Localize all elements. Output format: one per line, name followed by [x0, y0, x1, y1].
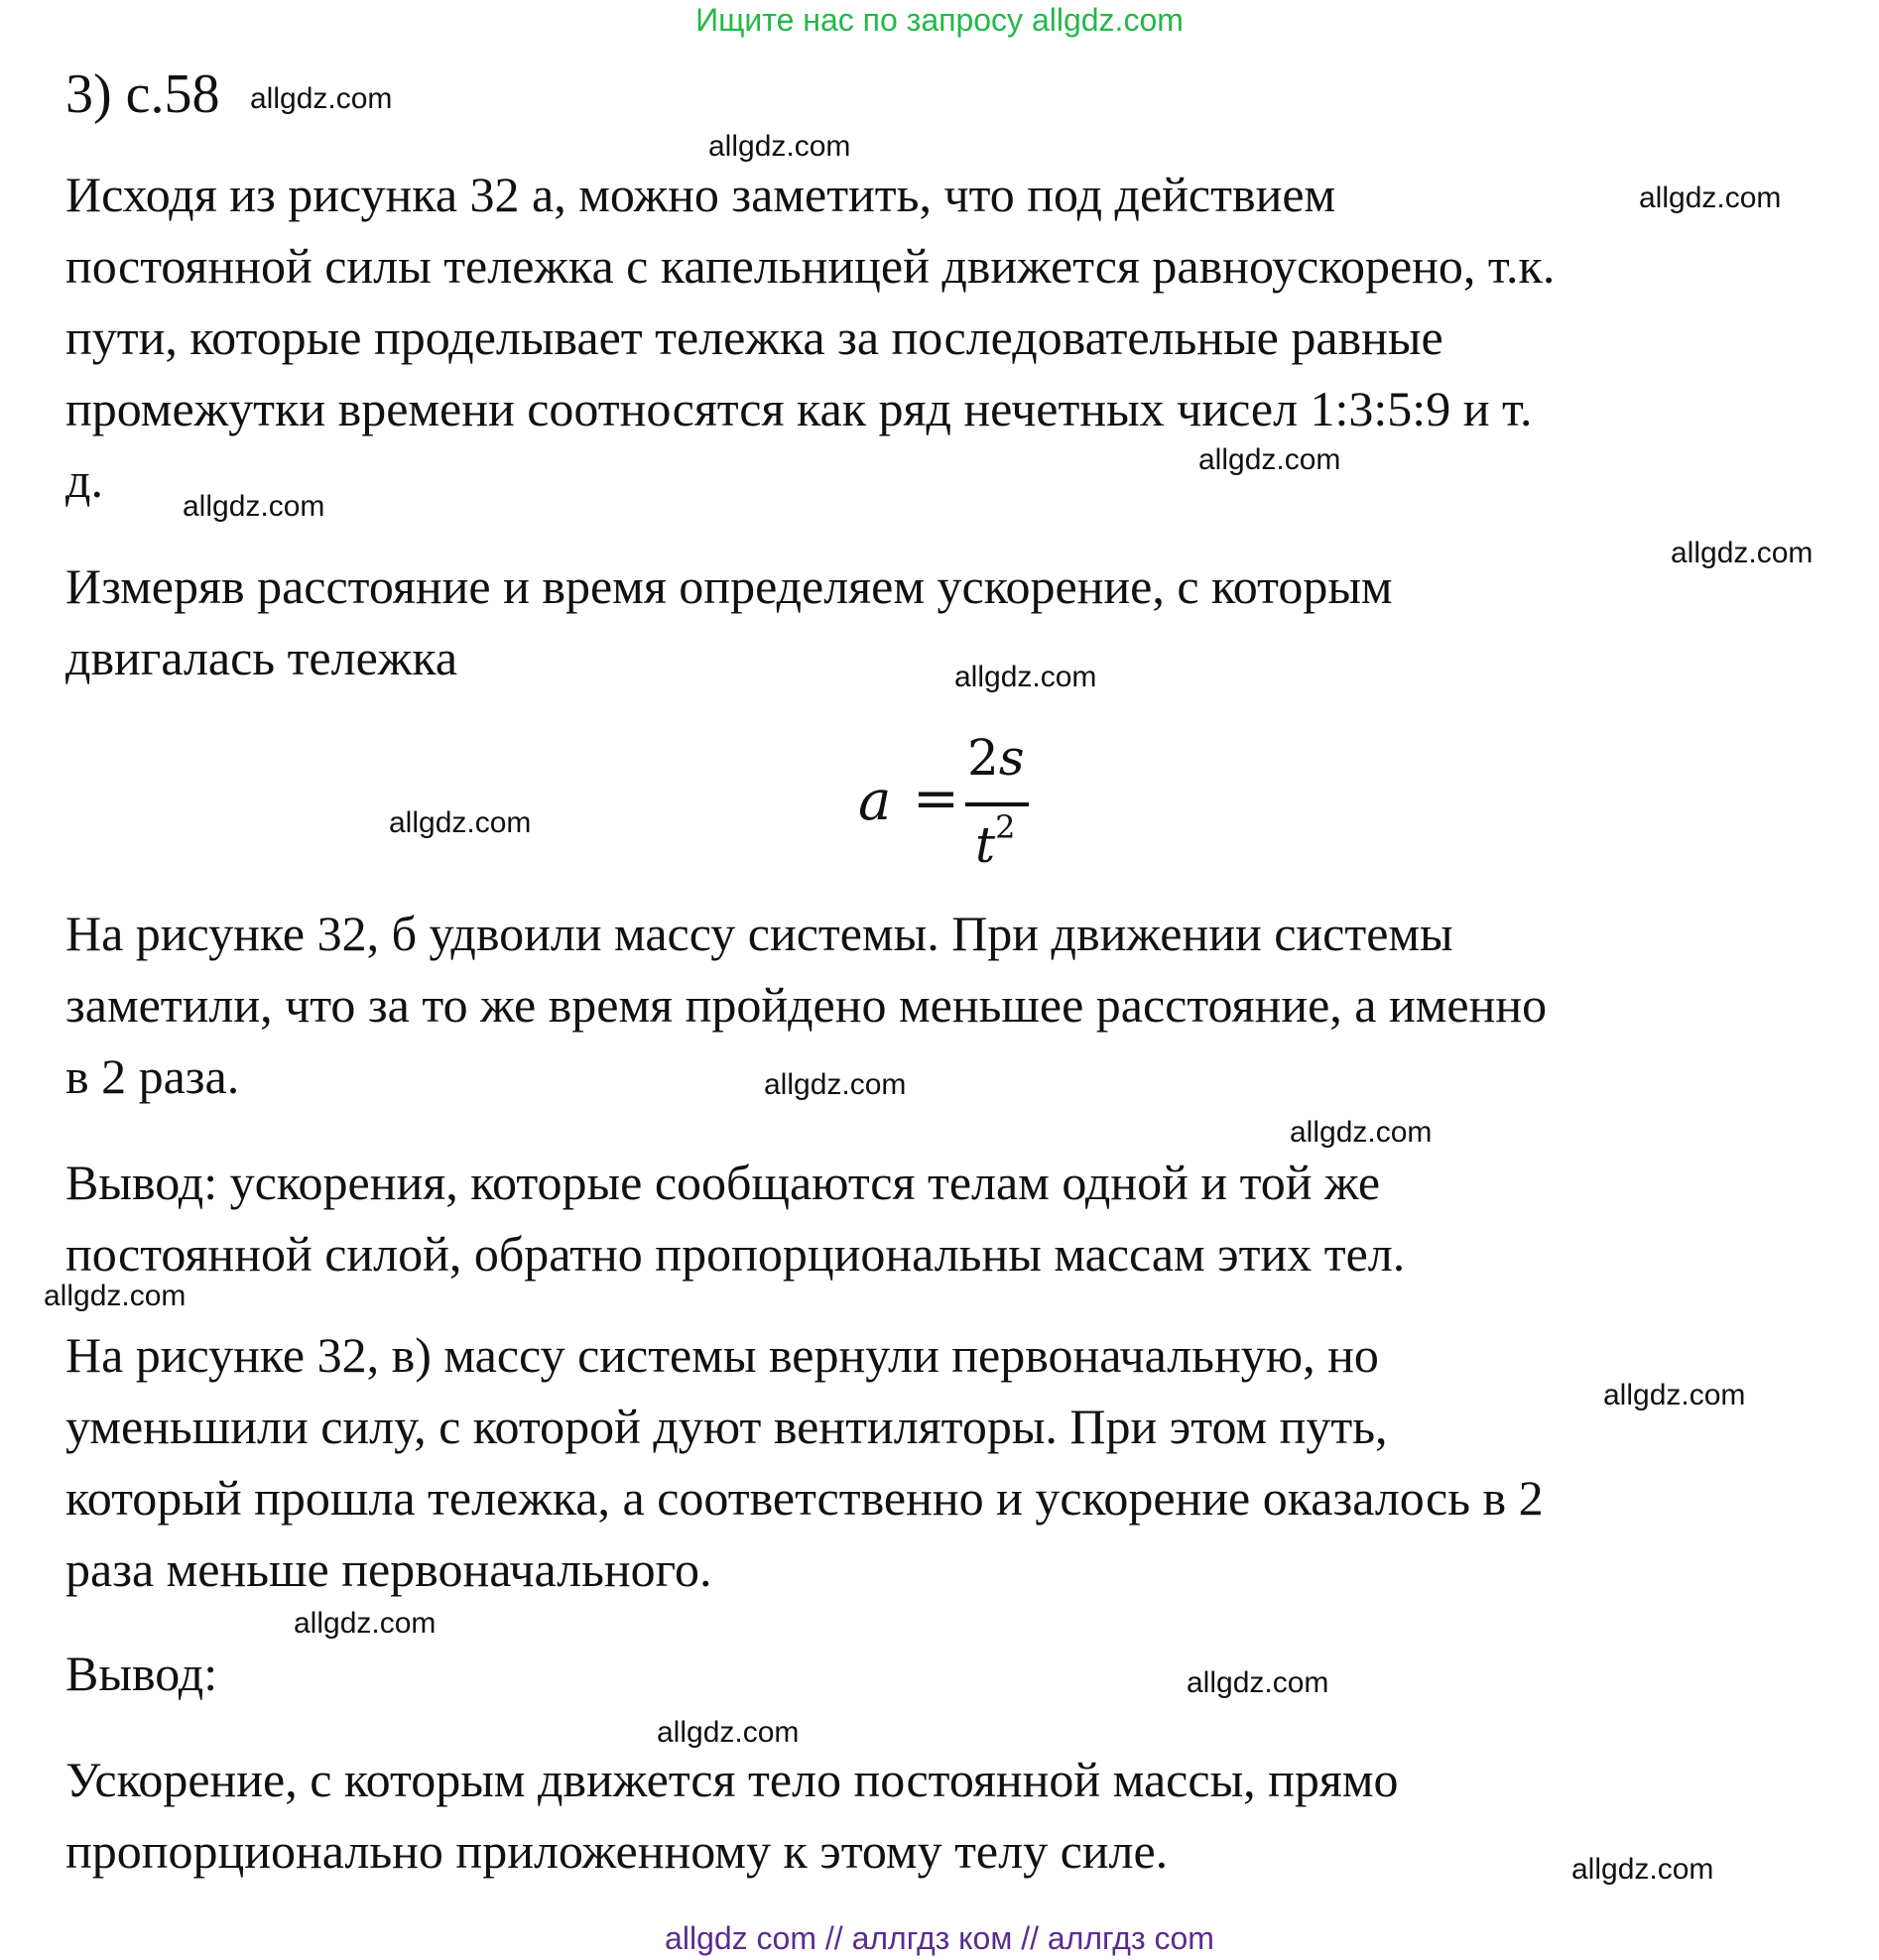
paragraph-7	[65, 1744, 1399, 1887]
watermark: allgdz.com	[657, 1716, 800, 1749]
watermark: allgdz.com	[1603, 1379, 1746, 1411]
formula-denominator	[975, 808, 1015, 874]
watermark: allgdz.com	[183, 490, 325, 523]
paragraph-6	[65, 1638, 217, 1709]
watermark: allgdz.com	[1639, 182, 1782, 214]
paragraph-4	[65, 1147, 1405, 1289]
watermark: allgdz.com	[954, 661, 1097, 693]
text-line: Вывод: ускорения, которые сообщаются телам одной и той же	[65, 1155, 1381, 1210]
text-line: пропорционально приложенному к этому телу силе.	[65, 1823, 1169, 1879]
text-line: пути, которые проделывает тележка за последовательные равные	[65, 309, 1443, 365]
watermark: allgdz.com	[1187, 1666, 1329, 1699]
text-line: Вывод:	[65, 1646, 218, 1701]
bottom-banner: allgdz com // аллгдз ком // аллгдз com	[665, 1920, 1214, 1956]
watermark: allgdz.com	[389, 806, 532, 839]
watermark: allgdz.com	[708, 130, 851, 163]
text-line: Исходя из рисунка 32 а, можно заметить, что под действием	[65, 167, 1336, 222]
text-line: На рисунке 32, в) массу системы вернули первоначальную, но	[65, 1327, 1379, 1383]
acceleration-formula	[858, 729, 1047, 874]
paragraph-5	[65, 1319, 1544, 1605]
text-line: На рисунке 32, б удвоили массу системы. При движении системы	[65, 906, 1453, 961]
watermark: allgdz.com	[250, 82, 393, 115]
watermark: allgdz.com	[1290, 1116, 1433, 1149]
watermark: allgdz.com	[44, 1280, 187, 1312]
formula-equals: =	[913, 767, 959, 831]
top-banner: Ищите нас по запросу allgdz.com	[695, 2, 1184, 38]
page-title: 3) с.58	[65, 63, 220, 125]
text-line: в 2 раза.	[65, 1048, 240, 1104]
text-line: который прошла тележка, а соответственно и ускорение оказалось в 2	[65, 1470, 1544, 1526]
text-line: уменьшили силу, с которой дуют вентиляторы. При этом путь,	[65, 1399, 1388, 1454]
watermark: allgdz.com	[1571, 1853, 1714, 1886]
numerator-coefficient: 2	[967, 729, 999, 787]
text-line: двигалась тележка	[65, 630, 458, 685]
formula-numerator	[967, 729, 1024, 787]
denominator-exponent: 2	[995, 808, 1016, 846]
watermark: allgdz.com	[294, 1607, 437, 1640]
numerator-variable: s	[998, 729, 1025, 787]
watermark: allgdz.com	[1198, 443, 1341, 476]
text-line: заметили, что за то же время пройдено меньшее расстояние, а именно	[65, 977, 1548, 1033]
text-line: постоянной силы тележка с капельницей движется равноускорено, т.к.	[65, 238, 1556, 294]
text-line: промежутки времени соотносятся как ряд нечетных чисел 1:3:5:9 и т.	[65, 381, 1533, 436]
text-line: Измеряв расстояние и время определяем ускорение, с которым	[65, 558, 1393, 614]
watermark: allgdz.com	[764, 1068, 907, 1101]
text-line: раза меньше первоначального.	[65, 1541, 712, 1597]
text-line: д.	[65, 452, 103, 508]
text-line: Ускорение, с которым движется тело постоянной массы, прямо	[65, 1752, 1399, 1807]
paragraph-2	[65, 551, 1393, 693]
text-line: постоянной силой, обратно пропорциональны массам этих тел.	[65, 1226, 1406, 1282]
watermark: allgdz.com	[1671, 537, 1814, 569]
denominator-variable: t	[975, 816, 996, 874]
formula-lhs: a	[858, 769, 892, 833]
fraction-bar	[965, 802, 1029, 806]
